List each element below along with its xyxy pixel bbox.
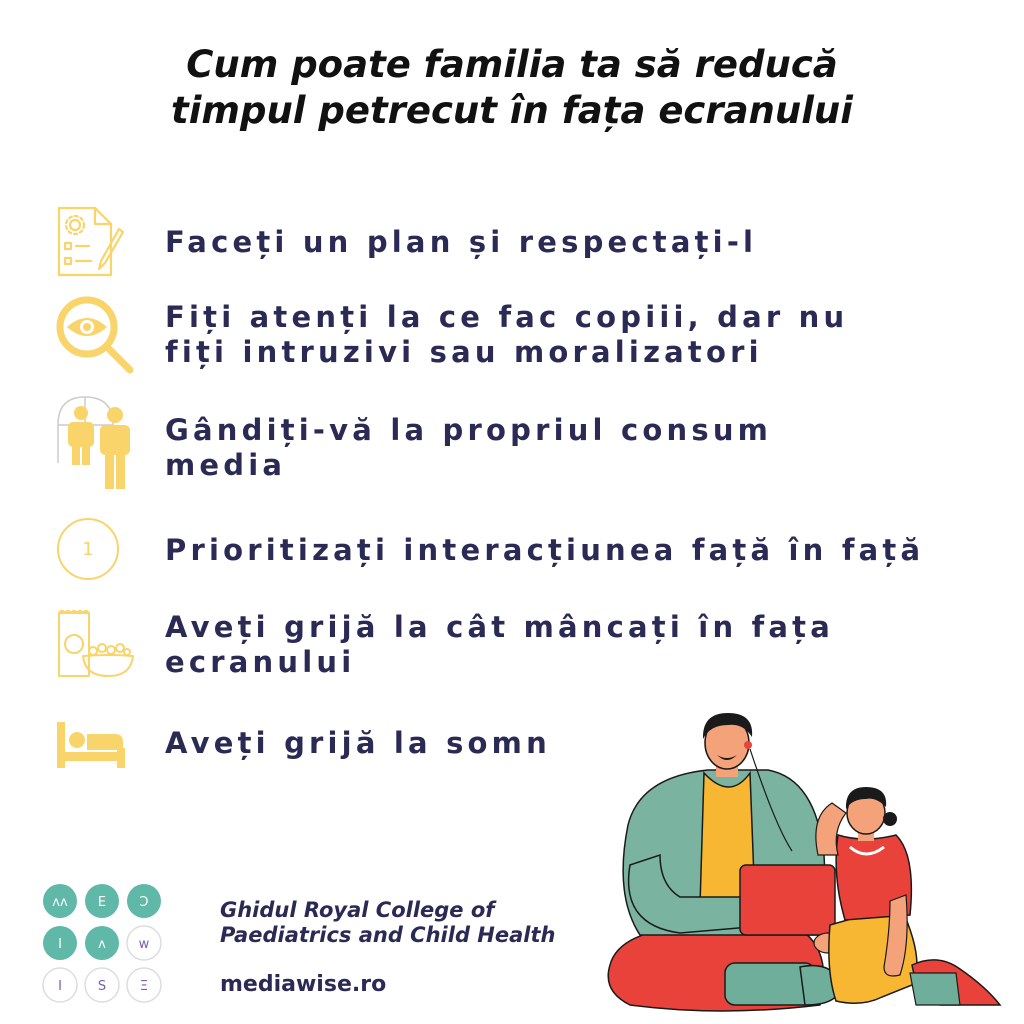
magnifier-eye-icon (55, 295, 135, 375)
tip-sleep-line-1: Aveți grijă la somn (165, 726, 551, 760)
footer-guide-line-1: Ghidul Royal College of (220, 898, 495, 922)
logo-letter-w: w (138, 937, 150, 952)
number-one-label: 1 (82, 538, 94, 560)
tip-face-to-face (165, 533, 924, 568)
tip-face-to-face-line-1: Prioritizați interacțiunea față în față (165, 533, 925, 567)
bed-icon (55, 720, 127, 770)
tip-own-media-use-line-2: media (165, 448, 287, 482)
logo-letter-a: ʌ (98, 937, 106, 952)
tip-own-media-use (165, 413, 772, 483)
logo-letter-i-2: I (58, 979, 62, 994)
logo-letter-e-2: Ξ (139, 979, 149, 994)
logo-letter-i: I (58, 937, 62, 952)
logo-letter-d: Ↄ (139, 895, 149, 910)
tip-pay-attention-line-1: Fiți atenți la ce fac copiii, dar nu (165, 300, 849, 334)
title-line-2: timpul petrecut în fața ecranului (171, 89, 853, 132)
tip-pay-attention-line-2: fiți intruzivi sau moralizatori (165, 335, 763, 369)
tip-screen-eating-line-1: Aveți grijă la cât mâncați în fața (165, 610, 835, 644)
page-title (0, 42, 1024, 134)
people-in-arch-icon (55, 393, 137, 493)
tip-screen-eating-line-2: ecranului (165, 645, 356, 679)
tip-make-plan-line-1: Faceți un plan și respectați-l (165, 225, 758, 259)
food-bowl-icon (55, 610, 135, 680)
father-daughter-tablet-illustration (600, 705, 1020, 1020)
number-one-circle-icon (57, 518, 119, 580)
tip-screen-eating (165, 610, 834, 680)
tip-sleep (165, 726, 551, 761)
tip-pay-attention (165, 300, 848, 370)
title-line-1: Cum poate familia ta să reducă (186, 43, 838, 86)
mediawise-logo (40, 880, 165, 1005)
footer-guide-line-2: Paediatrics and Child Health (220, 923, 556, 947)
plan-document-icon (55, 205, 127, 277)
footer-guide (220, 898, 555, 948)
tip-make-plan (165, 225, 757, 260)
logo-letter-s: S (97, 979, 107, 994)
logo-letter-e: E (97, 895, 107, 910)
logo-letter-m: ʌʌ (52, 895, 68, 910)
website-link[interactable]: mediawise.ro (220, 972, 387, 997)
tip-own-media-use-line-1: Gândiți-vă la propriul consum (165, 413, 773, 447)
